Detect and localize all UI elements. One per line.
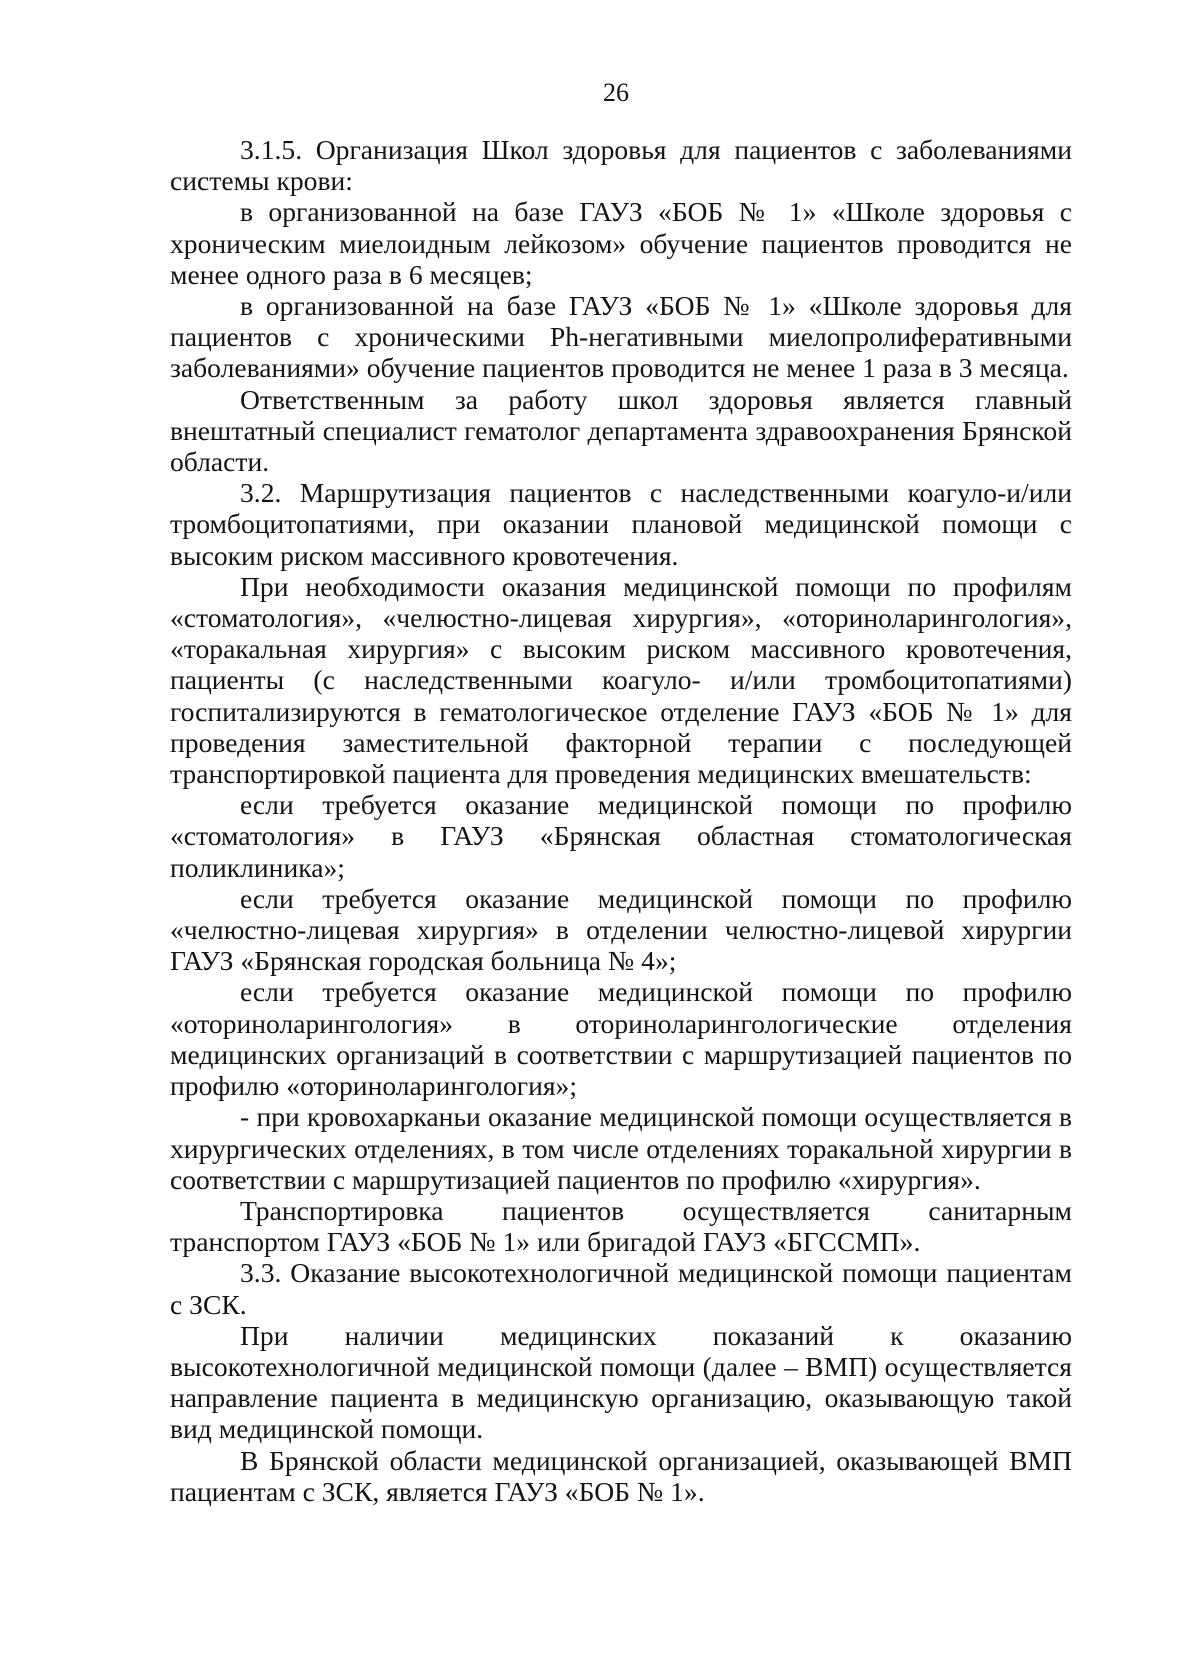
paragraph-3-1-5-heading: 3.1.5. Организация Школ здоровья для пациентов с заболеваниями системы крови:	[170, 134, 1072, 197]
paragraph-vmp-referral: При наличии медицинских показаний к оказанию высокотехнологичной медицинской помощи (далее – ВМП) осуществляется направление пациента в медицинскую организацию, оказывающую такой вид медицинской помощи.	[170, 1319, 1072, 1445]
paragraph-maxillofacial: если требуется оказание медицинской помощи по профилю «челюстно-лицевая хирургия» в отделении челюстно-лицевой хирургии ГАУЗ «Брянская городская больница № 4»;	[170, 882, 1072, 977]
paragraph-school-myeloproliferative: в организованной на базе ГАУЗ «БОБ № 1» «Школе здоровья для пациентов с хроническими Ph-негативными миелопролиферативными заболеваниями» обучение пациентов проводится не менее 1 раза в 3 месяца.	[170, 290, 1072, 384]
paragraph-hemoptysis: - при кровохарканьи оказание медицинской помощи осуществляется в хирургических отделениях, в том числе отделениях торакальной хирургии в соответствии с маршрутизацией пациентов по профилю «хирургия».	[170, 1101, 1072, 1195]
paragraph-3-3-heading: 3.3. Оказание высокотехнологичной медицинской помощи пациентам с ЗСК.	[170, 1257, 1072, 1320]
paragraph-transportation: Транспортировка пациентов осуществляется санитарным транспортом ГАУЗ «БОБ № 1» или бригадой ГАУЗ «БГССМП».	[170, 1194, 1072, 1258]
paragraph-vmp-organization: В Брянской области медицинской организацией, оказывающей ВМП пациентам с ЗСК, является ГАУЗ «БОБ № 1».	[170, 1444, 1072, 1507]
paragraph-school-leukemia: в организованной на базе ГАУЗ «БОБ № 1» «Школе здоровья с хроническим миелоидным лейкозом» обучение пациентов проводится не менее одного раза в 6 месяцев;	[170, 196, 1072, 290]
paragraph-3-2-heading: 3.2. Маршрутизация пациентов с наследственными коагуло-и/или тромбоцитопатиями, при оказании плановой медицинской помощи с высоким риском массивного кровотечения.	[170, 477, 1072, 571]
page-number: 26	[603, 78, 629, 107]
paragraph-dentistry: если требуется оказание медицинской помощи по профилю «стоматология» в ГАУЗ «Брянская областная стоматологическая поликлиника»;	[170, 789, 1072, 883]
document-body	[170, 134, 1072, 1507]
paragraph-otorhinolaryngology: если требуется оказание медицинской помощи по профилю «оториноларингология» в оториноларингологические отделения медицинских организаций в соответствии с маршрутизацией пациентов по профилю «оториноларингология»;	[170, 976, 1072, 1102]
paragraph-responsible-specialist: Ответственным за работу школ здоровья является главный внештатный специалист гематолог департамента здравоохранения Брянской области.	[170, 383, 1072, 478]
paragraph-hospitalization: При необходимости оказания медицинской помощи по профилям «стоматология», «челюстно-лицевая хирургия», «оториноларингология», «торакальная хирургия» с высоким риском массивного кровотечения, пациенты (с наследственными коагуло- и/или тромбоцитопатиями) госпитализируются в гематологическое отделение ГАУЗ «БОБ № 1» для проведения заместительной факторной терапии с последующей транспортировкой пациента для проведения медицинских вмешательств:	[170, 570, 1072, 790]
